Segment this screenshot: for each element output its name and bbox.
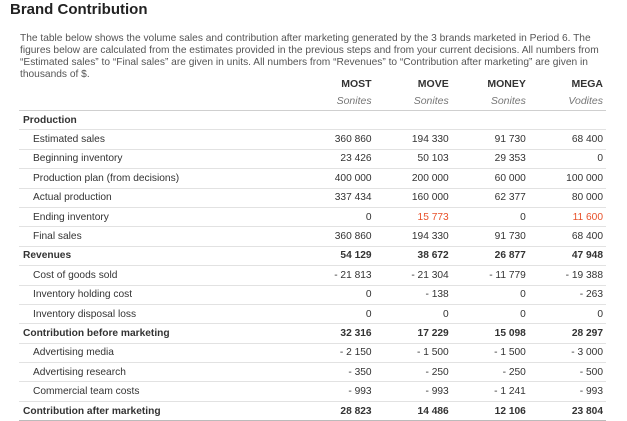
table-row (19, 227, 606, 246)
value-cell: 29 353 (452, 149, 529, 168)
value-cell: 15 773 (375, 207, 452, 226)
row-label: Revenues (19, 246, 297, 265)
value-cell: - 11 779 (452, 266, 529, 285)
row-label: Estimated sales (19, 130, 297, 149)
table-body (19, 111, 606, 421)
value-cell: 68 400 (529, 130, 606, 149)
value-cell: 62 377 (452, 188, 529, 207)
value-cell: 23 804 (529, 401, 606, 420)
intro-text: The table below shows the volume sales and contribution after marketing generated by the 3 brands marketed in Period 6. The figures below are calculated from the estimates provided in the previous steps and from your current decisions. All numbers from “Estimated sales” to “Final sales” are given in units. All numbers from “Revenues” to “Contribution after marketing” are given in thousands of $. (20, 33, 599, 80)
value-cell: - 21 813 (297, 266, 374, 285)
header-spacer (19, 92, 297, 111)
value-cell: - 1 500 (375, 343, 452, 362)
value-cell: 91 730 (452, 130, 529, 149)
value-cell: 60 000 (452, 169, 529, 188)
table-row (19, 304, 606, 323)
value-cell: - 2 150 (297, 343, 374, 362)
row-label: Advertising research (19, 363, 297, 382)
value-cell: 0 (375, 304, 452, 323)
row-label: Beginning inventory (19, 149, 297, 168)
brand-header: MOVE (417, 78, 449, 90)
value-cell: 0 (297, 207, 374, 226)
table-row (19, 130, 606, 149)
table-total-row (19, 401, 606, 420)
row-label: Contribution before marketing (19, 324, 297, 343)
table-section-row (19, 246, 606, 265)
value-cell (452, 111, 529, 130)
value-cell: 100 000 (529, 169, 606, 188)
page-title: Brand Contribution (10, 1, 148, 18)
table-row (19, 207, 606, 226)
value-cell: 28 823 (297, 401, 374, 420)
value-cell: - 263 (529, 285, 606, 304)
value-cell: 14 486 (375, 401, 452, 420)
value-cell: 194 330 (375, 130, 452, 149)
brand-header: MONEY (487, 78, 526, 90)
value-cell: 32 316 (297, 324, 374, 343)
table-section-row (19, 324, 606, 343)
row-label: Inventory disposal loss (19, 304, 297, 323)
value-cell: 80 000 (529, 188, 606, 207)
row-label: Actual production (19, 188, 297, 207)
row-label: Advertising media (19, 343, 297, 362)
value-cell: - 993 (375, 382, 452, 401)
row-label: Ending inventory (19, 207, 297, 226)
brand-header: MEGA (571, 78, 603, 90)
table-row (19, 149, 606, 168)
value-cell: 12 106 (452, 401, 529, 420)
value-cell: 0 (452, 304, 529, 323)
value-cell: 54 129 (297, 246, 374, 265)
row-label: Cost of goods sold (19, 266, 297, 285)
row-label: Commercial team costs (19, 382, 297, 401)
table-row (19, 266, 606, 285)
header-spacer (19, 76, 297, 92)
value-cell: 360 860 (297, 130, 374, 149)
row-label: Contribution after marketing (19, 401, 297, 420)
value-cell (297, 111, 374, 130)
table-row (19, 382, 606, 401)
brand-header: MOST (341, 78, 372, 90)
value-cell: 23 426 (297, 149, 374, 168)
value-cell: 337 434 (297, 188, 374, 207)
value-cell: 0 (452, 285, 529, 304)
value-cell: 28 297 (529, 324, 606, 343)
table-row (19, 343, 606, 362)
value-cell: 0 (297, 285, 374, 304)
value-cell: - 3 000 (529, 343, 606, 362)
market-header: Vodites (529, 92, 606, 111)
market-header: Sonites (375, 92, 452, 111)
table-row (19, 363, 606, 382)
value-cell (529, 111, 606, 130)
value-cell: 360 860 (297, 227, 374, 246)
table-row (19, 169, 606, 188)
value-cell: - 1 500 (452, 343, 529, 362)
market-header: Sonites (297, 92, 374, 111)
row-label: Production (19, 111, 297, 130)
value-cell: 47 948 (529, 246, 606, 265)
value-cell: - 19 388 (529, 266, 606, 285)
value-cell: - 250 (452, 363, 529, 382)
market-header: Sonites (452, 92, 529, 111)
value-cell (375, 111, 452, 130)
value-cell: 0 (529, 149, 606, 168)
value-cell: 200 000 (375, 169, 452, 188)
table-row (19, 285, 606, 304)
value-cell: 194 330 (375, 227, 452, 246)
value-cell: 400 000 (297, 169, 374, 188)
value-cell: 11 600 (529, 207, 606, 226)
value-cell: 15 098 (452, 324, 529, 343)
value-cell: 0 (297, 304, 374, 323)
market-header-row (19, 92, 606, 111)
value-cell: - 250 (375, 363, 452, 382)
value-cell: - 1 241 (452, 382, 529, 401)
value-cell: 0 (452, 207, 529, 226)
value-cell: - 138 (375, 285, 452, 304)
value-cell: 68 400 (529, 227, 606, 246)
value-cell: 160 000 (375, 188, 452, 207)
contribution-table (19, 76, 606, 421)
value-cell: - 993 (529, 382, 606, 401)
value-cell: - 993 (297, 382, 374, 401)
value-cell: - 350 (297, 363, 374, 382)
value-cell: 91 730 (452, 227, 529, 246)
value-cell: 17 229 (375, 324, 452, 343)
row-label: Production plan (from decisions) (19, 169, 297, 188)
brand-header-row (19, 76, 606, 92)
value-cell: 0 (529, 304, 606, 323)
value-cell: - 21 304 (375, 266, 452, 285)
row-label: Final sales (19, 227, 297, 246)
table-section-row (19, 111, 606, 130)
value-cell: 26 877 (452, 246, 529, 265)
table-row (19, 188, 606, 207)
value-cell: 38 672 (375, 246, 452, 265)
value-cell: 50 103 (375, 149, 452, 168)
row-label: Inventory holding cost (19, 285, 297, 304)
value-cell: - 500 (529, 363, 606, 382)
